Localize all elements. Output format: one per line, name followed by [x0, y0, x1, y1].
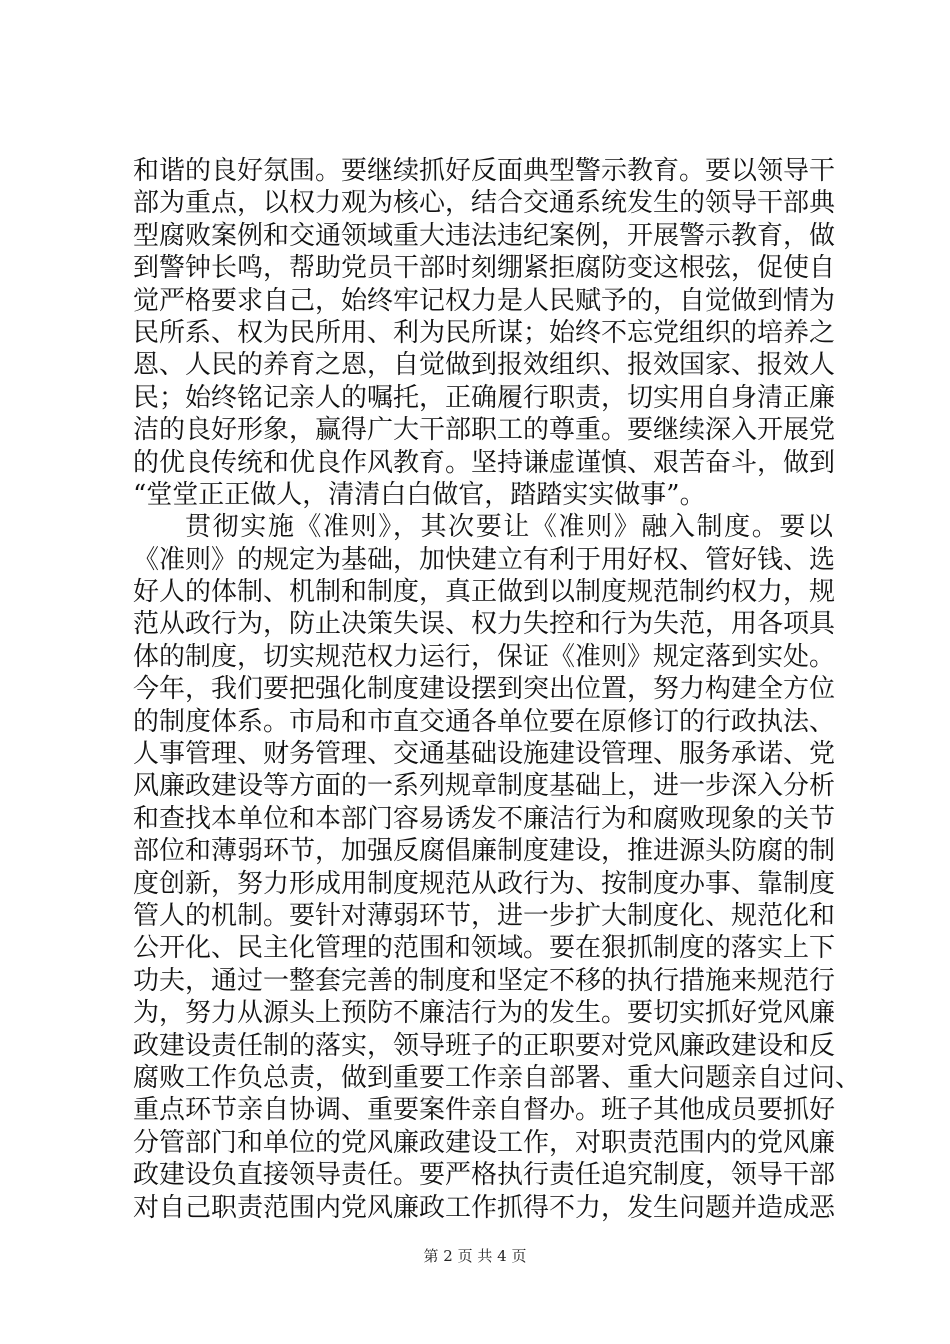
text-line: 的制度体系。市局和市直交通各单位要在原修订的行政执法、 — [133, 706, 836, 737]
text-line: 重点环节亲自协调、重要案件亲自督办。班子其他成员要抓好 — [133, 1095, 836, 1126]
text-line: 的优良传统和优良作风教育。坚持谦虚谨慎、艰苦奋斗，做到 — [133, 447, 836, 478]
text-line: 和谐的良好氛围。要继续抓好反面典型警示教育。要以领导干 — [133, 156, 836, 186]
text-line: 恩、人民的养育之恩，自觉做到报效组织、报效国家、报效人 — [133, 350, 836, 381]
text-line: 《准则》的规定为基础，加快建立有利于用好权、管好钱、选 — [133, 544, 836, 575]
text-line: 民所系、权为民所用、利为民所谋；始终不忘党组织的培养之 — [133, 317, 836, 348]
text-line: “堂堂正正做人，清清白白做官，踏踏实实做事”。 — [133, 479, 706, 510]
text-line: 民；始终铭记亲人的嘱托，正确履行职责，切实用自身清正廉 — [133, 382, 836, 413]
text-line: 功夫，通过一整套完善的制度和坚定不移的执行措施来规范行 — [133, 965, 836, 996]
text-line: 范从政行为，防止决策失误、权力失控和行为失范，用各项具 — [133, 609, 836, 640]
text-line: 部为重点，以权力观为核心，结合交通系统发生的领导干部典 — [133, 188, 836, 219]
text-line: 到警钟长鸣，帮助党员干部时刻绷紧拒腐防变这根弦，促使自 — [133, 253, 836, 284]
body-text — [133, 155, 862, 1224]
text-line: 公开化、民主化管理的范围和领域。要在狠抓制度的落实上下 — [133, 933, 836, 964]
text-line: 人事管理、财务管理、交通基础设施建设管理、服务承诺、党 — [133, 739, 836, 770]
text-line: 今年，我们要把强化制度建设摆到突出位置，努力构建全方位 — [133, 674, 836, 705]
text-line: 为，努力从源头上预防不廉洁行为的发生。要切实抓好党风廉 — [133, 998, 836, 1029]
text-line: 好人的体制、机制和制度，真正做到以制度规范制约权力，规 — [133, 577, 836, 608]
text-line: 对自己职责范围内党风廉政工作抓得不力，发生问题并造成恶 — [133, 1192, 836, 1223]
text-line: 腐败工作负总责，做到重要工作亲自部署、重大问题亲自过问、 — [133, 1062, 862, 1093]
text-line: 风廉政建设等方面的一系列规章制度基础上，进一步深入分析 — [133, 771, 836, 802]
text-line: 政建设责任制的落实，领导班子的正职要对党风廉政建设和反 — [133, 1030, 836, 1061]
text-line: 管人的机制。要针对薄弱环节，进一步扩大制度化、规范化和 — [133, 900, 836, 931]
text-line: 政建设负直接领导责任。要严格执行责任追究制度，领导干部 — [133, 1160, 836, 1191]
text-line: 体的制度，切实规范权力运行，保证《准则》规定落到实处。 — [133, 641, 836, 672]
text-line: 洁的良好形象，赢得广大干部职工的尊重。要继续深入开展党 — [133, 415, 836, 446]
text-line: 和查找本单位和本部门容易诱发不廉洁行为和腐败现象的关节 — [133, 803, 836, 834]
text-line: 度创新，努力形成用制度规范从政行为、按制度办事、靠制度 — [133, 868, 836, 899]
text-line: 型腐败案例和交通领域重大违法违纪案例，开展警示教育，做 — [133, 220, 836, 251]
text-line: 分管部门和单位的党风廉政建设工作，对职责范围内的党风廉 — [133, 1127, 836, 1158]
text-line: 觉严格要求自己，始终牢记权力是人民赋予的，自觉做到情为 — [133, 285, 836, 316]
text-line: 部位和薄弱环节，加强反腐倡廉制度建设，推进源头防腐的制 — [133, 836, 836, 867]
page-footer: 第 2 页 共 4 页 — [423, 1247, 527, 1265]
text-line: 贯彻实施《准则》，其次要让《准则》融入制度。要以 — [185, 512, 833, 543]
